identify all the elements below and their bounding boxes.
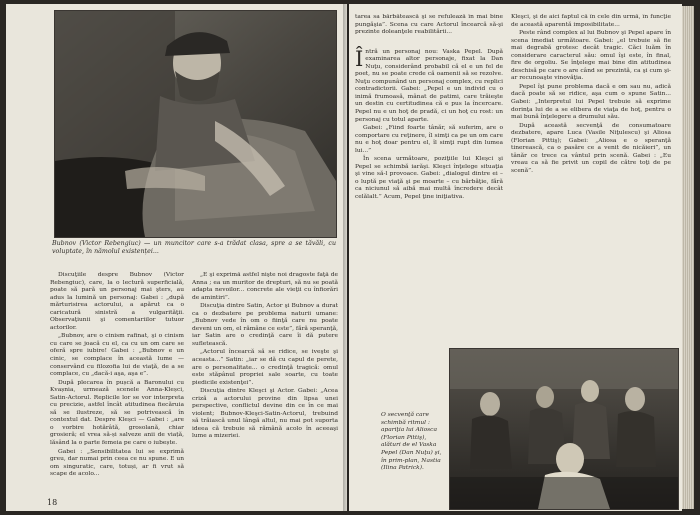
right-page (349, 4, 682, 511)
right-column-1 (355, 14, 503, 336)
paragraph: Kleşci, şi de aici faptul că în cele din urmă, în funcţie de această aparentă imposibilitate... (511, 14, 671, 28)
paragraph: „Bubnov, are o cinism rafinat, şi o cinism cu care se joacă cu el, ca cu un om care se oferă spre iubire! Gabei : „Bubnov e un cinic, se complace în această lume — conservând cu filozofia lui de viaţă, de a se complace, cu „dacă-i aşa, aşa e”. (50, 333, 184, 378)
paragraph: „Actorul încearcă să se ridice, se iveşte şi aceasta...” Satin: „iar se dă cu capul de perete, are o personalitate... o credinţă tragică: omul este stăpânul propriei sale soarte, cu toate piedicile existenţei”. (192, 349, 338, 386)
paragraph: Peste rând complex al lui Bubnov şi Pepel apare în scena imediat următoare. Gabei: „el trebuie să fie mai degrabă grotesc decât tragic. Căci luăm în considerare caracterul său: omul îşi este, în final, fire de orgoliu. Se înţelege mai bine din atitudinea deschisă pe care o are când se prezintă, ca şi cum şi-ar recunoaşte vinovăţia. (511, 30, 671, 82)
paragraph: Discuţia dintre Kleşci şi Actor. Gabei: „Acea criză a actorului provine din lipsa unei perspective, conflictul devine din ce în ce mai violent; Bubnov-Kleşci-Satin-Actorul, trebuind să trăiască unul lângă altul, nu mai pot suporta ideea că trebuie să rămână acolo în aceeaşi lume a mizeriei. (192, 388, 338, 440)
left-column-2 (192, 272, 338, 508)
left-page (6, 4, 347, 511)
left-column-1 (50, 272, 184, 500)
drop-cap: Î (355, 46, 364, 71)
page-edges (682, 6, 694, 509)
paragraph: Discuţiile despre Bubnov (Victor Rebengiuc), care, la o lectură superficială, poate să pară un personaj mai şters, au adus la lumină un personaj: Gabei : „după mărturisirea actorului, a apărut ca o caricatură sinistră a vulgarităţii. Observaţiunii şi comentariilor tutuor actorilor. (50, 272, 184, 331)
right-column-2 (511, 14, 671, 348)
paragraph: După plecarea în pușcă a Baronului cu Kvașnia, urmează scenele Anna-Kleșci, Satin-Actorul. Replicile lor se vor interpreta cu precizie, astfel încât atitudinea fiecăruia să se ilustreze, să se potrivească în contextul dat. Despre Kleșci — Gabei : „are o vorbire hotărâtă, grosolană, chiar grosieră; el vrea să-și salveze anii de viață, lăsând la o parte femeia pe care o iubește. (50, 379, 184, 447)
scene-photo-image (450, 349, 678, 509)
paragraph: În scena următoare, poziţiile lui Kleşci şi Pepel se schimbă iarăşi. Kleşci înţelege situaţia şi vine să-l provoace. Gabei: „dialogul dintre ei – o luptă pe viaţă şi pe moarte – cu bărbăţie, fără ca niciunul să aibă mai multă încredere decât celălalt.” Acum, Pepel ţine iniţiativa. (355, 156, 503, 201)
bubnov-photo-image (55, 11, 336, 237)
paragraph: Discuţia dintre Satin, Actor şi Bubnov a durat ca o dezbatere pe problema naturii umane: „Bubnov vede în om o fiinţă care nu poate deveni un om, el rămâne ce este”, fără speranţă, iar Satin are o credinţă care îi dă putere sufletească. (192, 303, 338, 347)
paragraph (355, 46, 503, 124)
scene-photo (449, 348, 679, 510)
drop-cap-text: ntră un personaj nou: Vaska Pepel. După examinarea altor personaje, fixat la Dan Nuţu, considerând probabil că el e un fel de poet, nu se poate crede că oamenii să se rezolve. Nuţu compunând un personaj complex, cu replici contradictorii. Gabei: „Pepel e un individ cu o inimă frumoasă, mânat de patimi, care trăieşte un destin cu certitudinea că e pus la încercare. Pepel nu e un hoţ de pradă, ci un hoţ cu rost: un personaj cu totul aparte. (355, 48, 503, 123)
page-number: 18 (47, 498, 58, 507)
bubnov-caption: Bubnov (Victor Rebengiuc) — un muncitor care s-a trădat clasa, spre a se tăvăli, cu voluptate, în nămolul existenței... (52, 240, 336, 255)
scene-caption: O secvenţă care schimbă ritmul : apariţia lui Aliosca (Florian Pittiş), alături de el Vaska Pepel (Dan Nuţu) şi, în prim-plan, Nastia (Ilina Patrick). (381, 412, 442, 472)
paragraph: „E şi exprimă astfel nişte noi dragoste faţă de Anna ; ea un muritor de drepturi, să nu se poată adapta nevoilor... concrete ale vieţii cu înfiorări de amintiri”. (192, 272, 338, 301)
paragraph: Pepel îşi pune problema dacă e om sau nu, adică dacă poate să se ridice, aşa cum o spune Satin... Gabei: „Interpretul lui Pepel trebuie să exprime dorinţa lui de a se elibera de viaţa de hoţ, pentru o mai bună înţelegere a drumului său. (511, 83, 671, 121)
bubnov-photo (54, 10, 337, 238)
paragraph: Gabei: „Fiind foarte tânăr, să suferim, are o comportare cu reţinere, îl simţi ca pe un om care nu e hoţ doar pentru el, îl simţi rupt din lumea lui...” (355, 125, 503, 154)
paragraph: După această secvenţă de consumatoare dezbatere, apare Luca (Vasile Niţulescu) şi Aliosa (Florian Pittiş); Gabei: „Aliosa e o speranţă tinerească, ca o pasăre ce a venit de nicăieri”, un tânăr ce trece ca vântul prin scenă. Gabei : „Eu vreau ca să fie privit un copil de către toţi de pe scenă”. (511, 122, 671, 174)
paragraph: Gabei : „Sensibilitatea lui se exprimă greu, dar numai prin ceea ce nu spune. E un om singuratic, care, totuși, ar fi vrut să scape de acolo... (50, 448, 184, 478)
paragraph: tarea sa bărbătească şi se refulează în mai bine pungăşia”. Scena cu care Actorul încearcă să-şi prezinte doleanţele reabilitării... (355, 14, 503, 36)
